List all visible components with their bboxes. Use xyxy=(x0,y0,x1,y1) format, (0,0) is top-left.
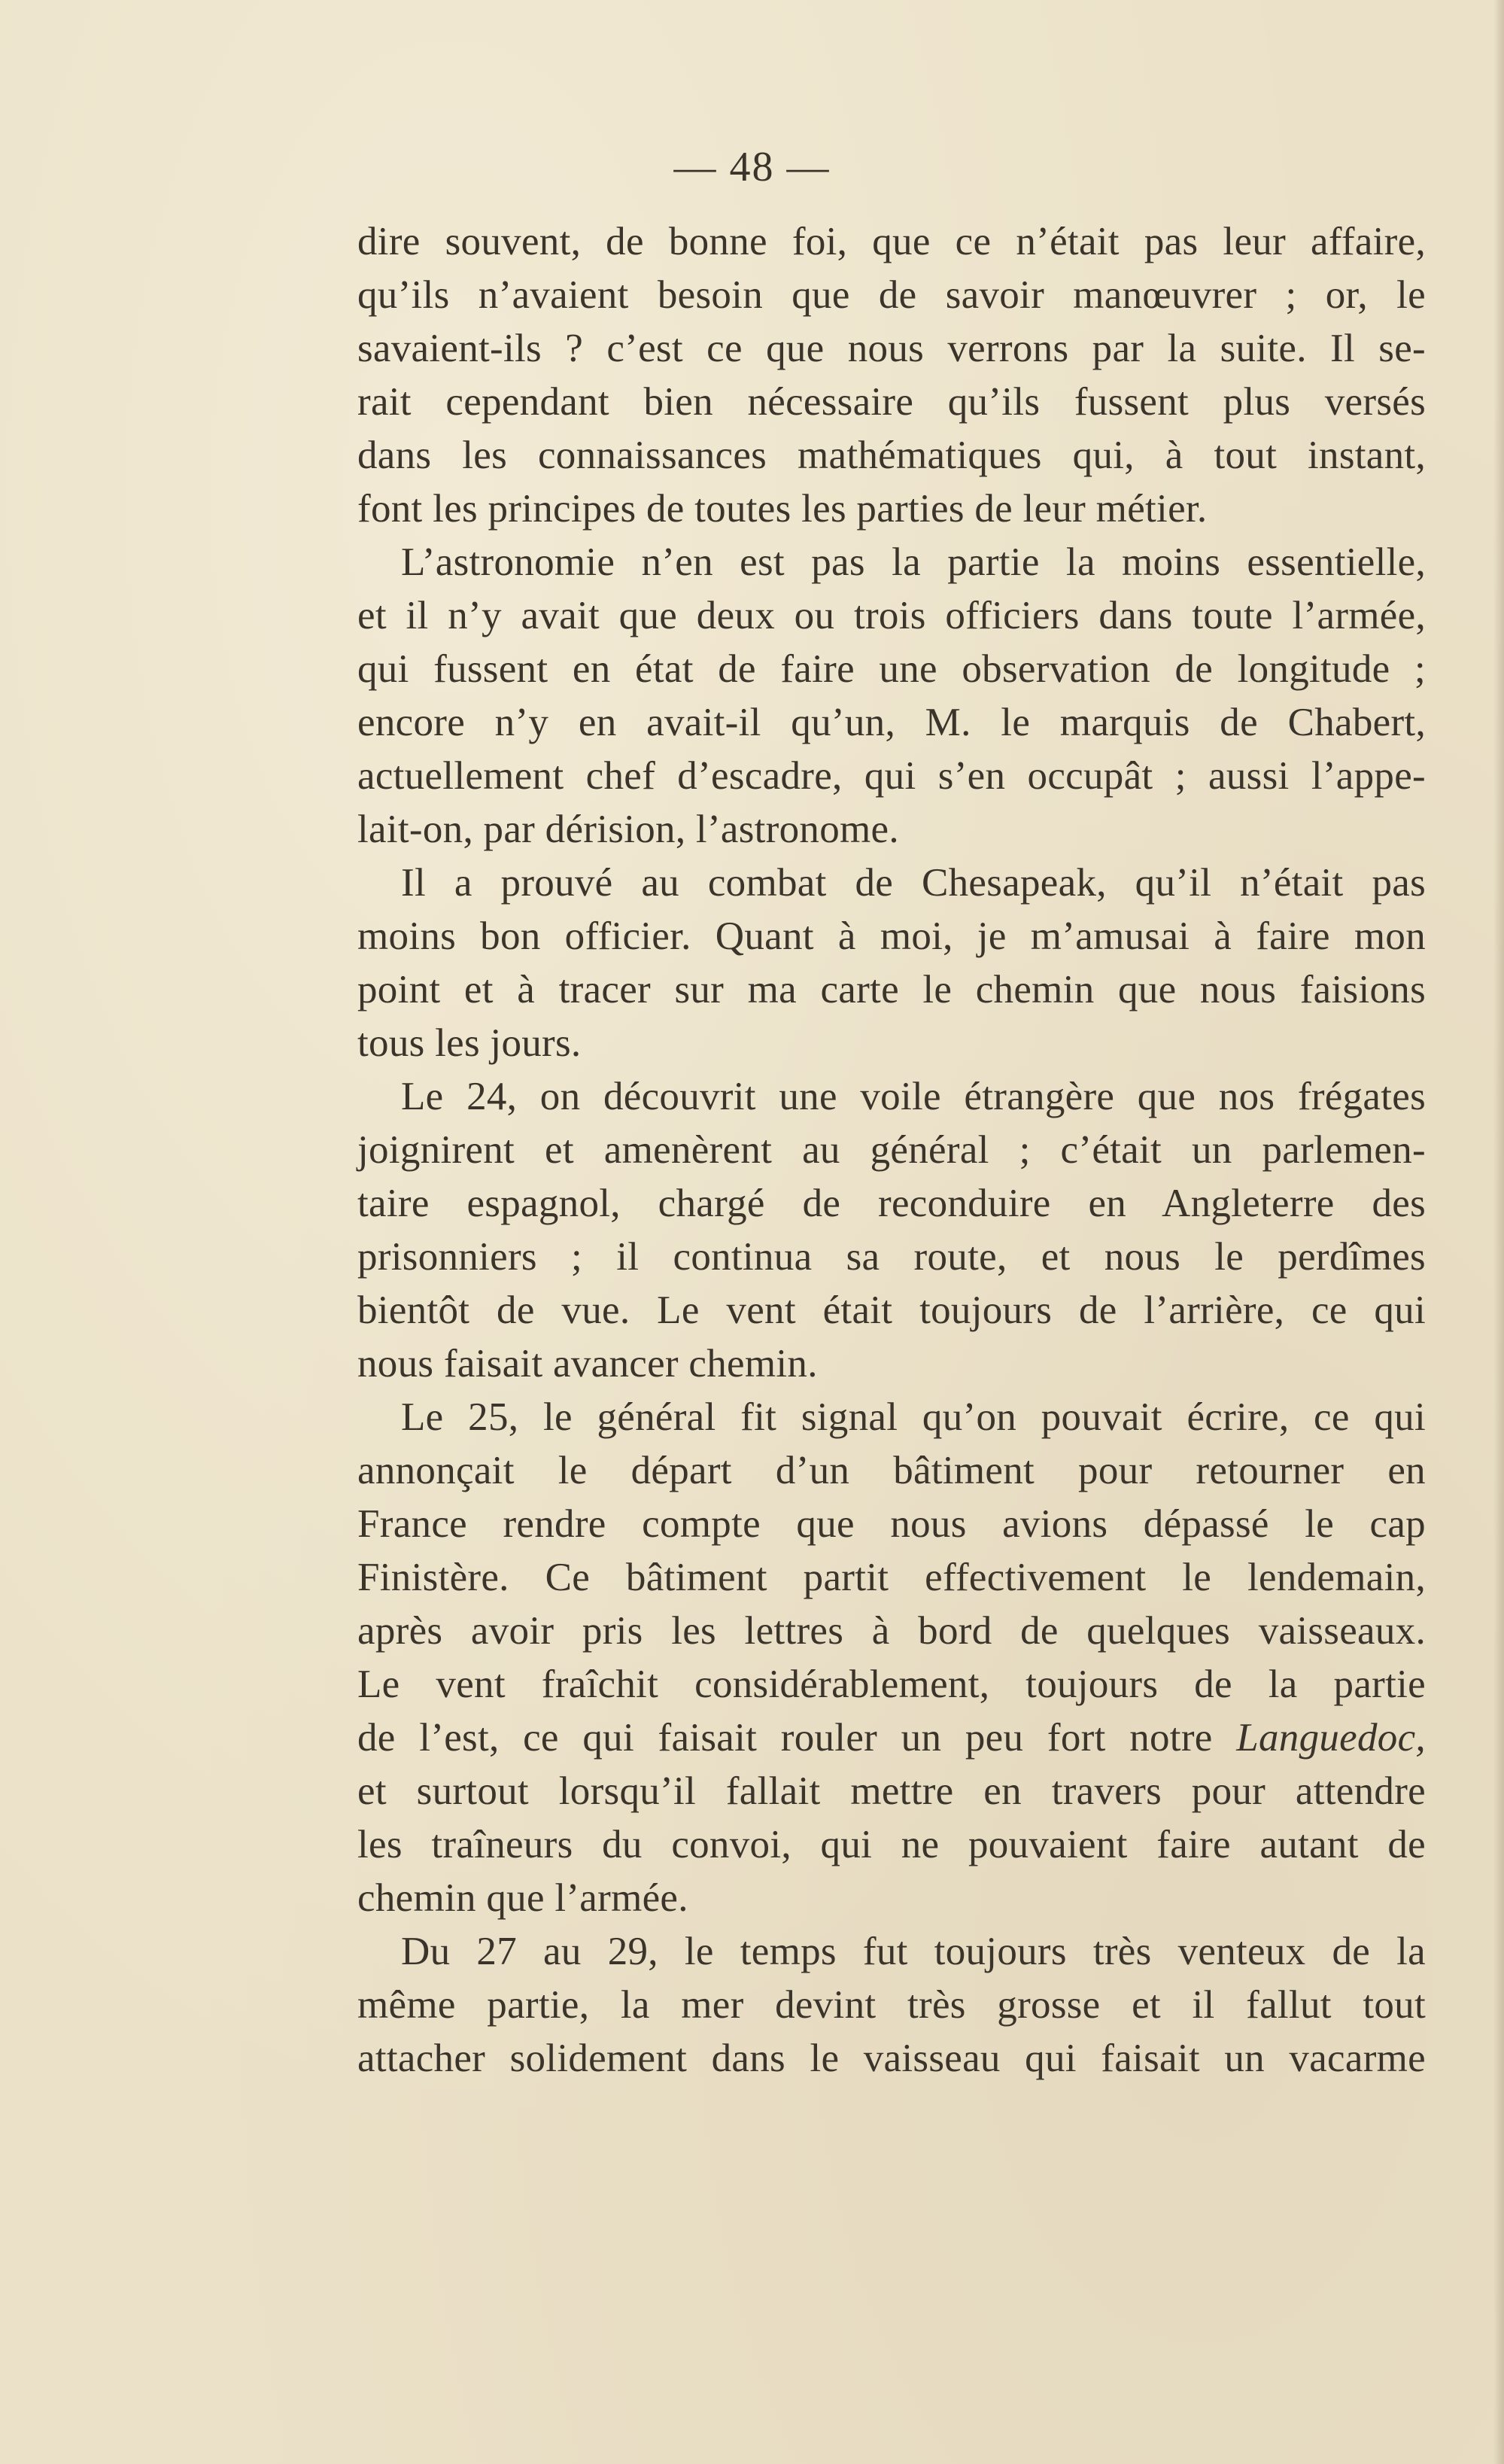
text-line: annonçait le départ d’un bâtiment pour retourner en xyxy=(357,1449,1426,1492)
text-line-with-ship-name xyxy=(357,1711,1426,1765)
text-line: actuellement chef d’escadre, qui s’en occupât ; aussi l’appe- xyxy=(357,754,1426,798)
text-line: nous faisait avancer chemin. xyxy=(357,1342,818,1386)
text-line: lait-on, par dérision, l’astronome. xyxy=(357,808,899,851)
text-line: qui fussent en état de faire une observation de longitude ; xyxy=(357,647,1426,691)
text-line: attacher solidement dans le vaisseau qui faisait un vacarme xyxy=(357,2037,1426,2080)
page-number: — 48 — xyxy=(673,144,831,190)
text-line: dire souvent, de bonne foi, que ce n’était pas leur affaire, xyxy=(357,220,1426,263)
text-line: taire espagnol, chargé de reconduire en Angleterre des xyxy=(357,1182,1426,1225)
text-line: Le 24, on découvrit une voile étrangère que nos frégates xyxy=(401,1075,1426,1118)
text-line: Le vent fraîchit considérablement, toujours de la partie xyxy=(357,1662,1426,1706)
text-line: même partie, la mer devint très grosse et il fallut tout xyxy=(357,1983,1426,2027)
text-line: Il a prouvé au combat de Chesapeak, qu’il n’était pas xyxy=(401,861,1426,905)
text-line: Du 27 au 29, le temps fut toujours très venteux de la xyxy=(401,1930,1426,1973)
text-line: font les principes de toutes les parties de leur métier. xyxy=(357,487,1208,531)
text-block xyxy=(357,215,1426,2085)
text-line: Le 25, le général fit signal qu’on pouvait écrire, ce qui xyxy=(401,1395,1426,1439)
text-line: Finistère. Ce bâtiment partit effectivement le lendemain, xyxy=(357,1556,1426,1599)
text-line: France rendre compte que nous avions dépassé le cap xyxy=(357,1502,1426,1546)
text-line: qu’ils n’avaient besoin que de savoir manœuvrer ; or, le xyxy=(357,273,1426,317)
text-line: savaient-ils ? c’est ce que nous verrons par la suite. Il se- xyxy=(357,327,1426,370)
text-line: chemin que l’armée. xyxy=(357,1876,688,1920)
text-line: tous les jours. xyxy=(357,1021,582,1065)
ship-name: Languedoc, xyxy=(1236,1716,1426,1760)
text-line: après avoir pris les lettres à bord de quelques vaisseaux. xyxy=(357,1609,1426,1653)
text-line: moins bon officier. Quant à moi, je m’amusai à faire mon xyxy=(357,914,1426,958)
text-line: rait cependant bien nécessaire qu’ils fussent plus versés xyxy=(357,380,1426,424)
text-line: joignirent et amenèrent au général ; c’était un parlemen- xyxy=(357,1128,1426,1172)
text-line: prisonniers ; il continua sa route, et nous le perdîmes xyxy=(357,1235,1426,1279)
text-line: encore n’y en avait-il qu’un, M. le marquis de Chabert, xyxy=(357,701,1426,744)
text-line: bientôt de vue. Le vent était toujours de l’arrière, ce qui xyxy=(357,1288,1426,1332)
text-line: dans les connaissances mathématiques qui, à tout instant, xyxy=(357,433,1426,477)
text-line: et surtout lorsqu’il fallait mettre en travers pour attendre xyxy=(357,1769,1426,1813)
text-line: et il n’y avait que deux ou trois officiers dans toute l’armée, xyxy=(357,594,1426,637)
text-line: point et à tracer sur ma carte le chemin que nous faisions xyxy=(357,968,1426,1011)
text-line: L’astronomie n’en est pas la partie la moins essentielle, xyxy=(401,540,1426,584)
text-line-part: de l’est, ce qui faisait rouler un peu fort notre xyxy=(357,1716,1213,1760)
text-line: les traîneurs du convoi, qui ne pouvaient faire autant de xyxy=(357,1823,1426,1866)
